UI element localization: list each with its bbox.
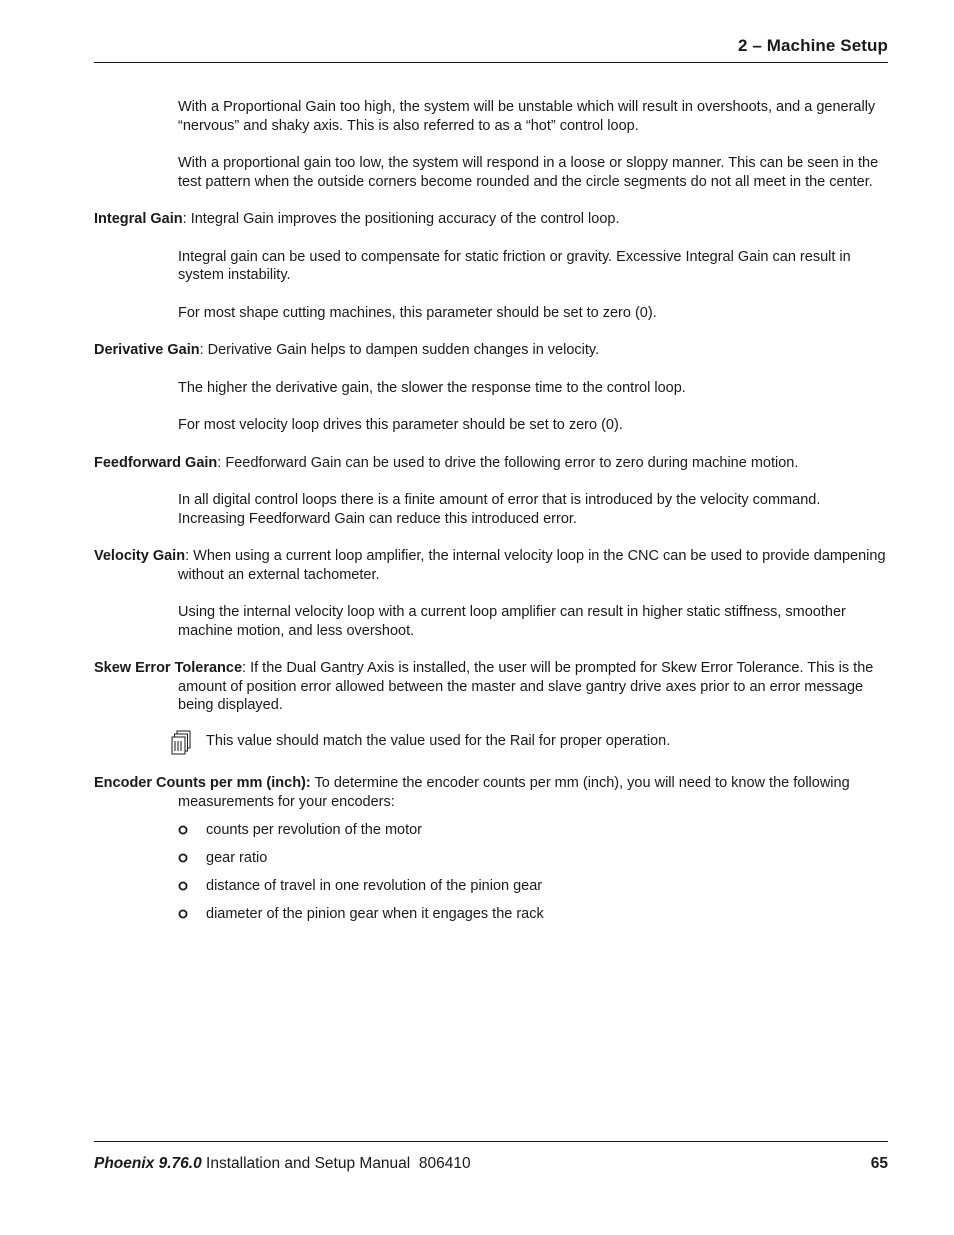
- velocity-gain-description: : When using a current loop amplifier, the internal velocity loop in the CNC can be used to provide dampening without an external tachometer.: [178, 548, 886, 583]
- integral-gain-paragraph-2: For most shape cutting machines, this parameter should be set to zero (0).: [178, 304, 657, 321]
- footer-divider: [94, 1141, 888, 1142]
- encoder-counts-term: Encoder Counts per mm (inch):: [94, 775, 311, 791]
- footer-document-info: [94, 1155, 471, 1174]
- skew-error-tolerance-term: Skew Error Tolerance: [94, 660, 243, 676]
- page-number: 65: [870, 1155, 888, 1172]
- skew-error-note-text: This value should match the value used for the Rail for proper operation.: [206, 732, 671, 749]
- bullet-circle-icon: [178, 853, 188, 863]
- feedforward-gain-entry: [94, 454, 888, 473]
- feedforward-gain-term: Feedforward Gain: [94, 454, 218, 471]
- footer-manual-title: Installation and Setup Manual 806410: [206, 1155, 471, 1172]
- bullet-circle-icon: [178, 881, 188, 891]
- integral-gain-paragraph-1: Integral gain can be used to compensate for static friction or gravity. Excessive Integral Gain can result in system instability.: [178, 248, 851, 283]
- list-item-text: counts per revolution of the motor: [206, 822, 423, 838]
- velocity-gain-term: Velocity Gain: [94, 548, 186, 564]
- encoder-measurements-list: [94, 821, 888, 924]
- derivative-gain-term: Derivative Gain: [94, 342, 200, 358]
- derivative-gain-entry: [94, 341, 888, 360]
- integral-gain-entry: [94, 210, 888, 229]
- derivative-gain-paragraph-1: The higher the derivative gain, the slower the response time to the control loop.: [178, 379, 686, 396]
- derivative-gain-description: : Derivative Gain helps to dampen sudden changes in velocity.: [199, 342, 600, 358]
- feedforward-gain-paragraph-1: In all digital control loops there is a finite amount of error that is introduced by the velocity command. Increasing Feedforward Gain can reduce this introduced error.: [178, 492, 821, 527]
- velocity-gain-paragraph-1: Using the internal velocity loop with a current loop amplifier can result in higher static stiffness, smoother machine motion, and less overshoot.: [178, 604, 846, 639]
- derivative-gain-paragraph-2: For most velocity loop drives this parameter should be set to zero (0).: [178, 417, 623, 433]
- list-item-text: diameter of the pinion gear when it engages the rack: [206, 906, 544, 922]
- skew-error-tolerance-entry: [94, 659, 888, 715]
- proportional-gain-high-paragraph: With a Proportional Gain too high, the system will be unstable which will result in overshoots, and a generally “nervous” and shaky axis. This is also referred to as a “hot” control loop.: [178, 99, 876, 134]
- list-item: [94, 877, 888, 896]
- header-divider: [94, 62, 888, 63]
- integral-gain-term: Integral Gain: [94, 211, 183, 227]
- encoder-counts-entry: [94, 774, 888, 811]
- footer-product-name: Phoenix 9.76.0: [94, 1155, 202, 1172]
- feedforward-gain-description: : Feedforward Gain can be used to drive the following error to zero during machine motion.: [217, 454, 799, 471]
- note-icon: [170, 730, 192, 756]
- bullet-circle-icon: [178, 909, 188, 919]
- integral-gain-description: : Integral Gain improves the positioning accuracy of the control loop.: [182, 211, 620, 227]
- bullet-circle-icon: [178, 825, 188, 835]
- velocity-gain-entry: [94, 547, 888, 584]
- list-item: [94, 905, 888, 924]
- list-item-text: distance of travel in one revolution of the pinion gear: [206, 878, 543, 894]
- page-body: [94, 98, 888, 933]
- page-section-title: 2 – Machine Setup: [737, 36, 888, 55]
- proportional-gain-low-paragraph: With a proportional gain too low, the system will respond in a loose or sloppy manner. This can be seen in the test pattern when the outside corners become rounded and the circle segments do not all meet in the center.: [178, 155, 879, 190]
- list-item: [94, 849, 888, 868]
- skew-error-tolerance-description: : If the Dual Gantry Axis is installed, the user will be prompted for Skew Error Tolerance. This is the amount of position error allowed between the master and slave gantry drive axes prior to an error message being displayed.: [178, 660, 874, 713]
- encoder-counts-description: To determine the encoder counts per mm (inch), you will need to know the following measurements for your encoders:: [178, 775, 850, 810]
- list-item-text: gear ratio: [206, 850, 268, 866]
- list-item: [94, 821, 888, 840]
- skew-error-note: [94, 732, 888, 751]
